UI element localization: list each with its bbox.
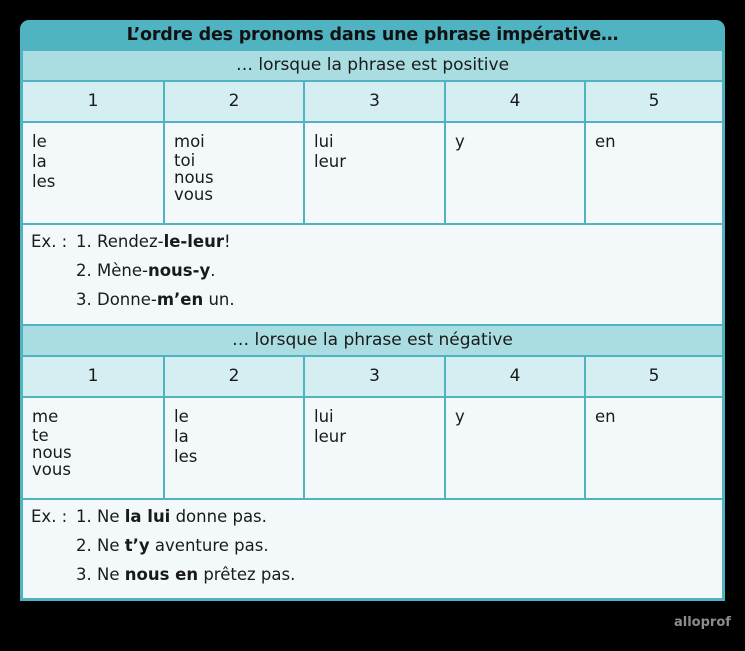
example-text: . bbox=[210, 261, 216, 280]
example-text: Rendez- bbox=[97, 232, 164, 251]
example-pronouns: nous en bbox=[124, 565, 199, 584]
column-number: 3 bbox=[305, 82, 444, 121]
pronoun-row-positive bbox=[23, 123, 722, 223]
examples-label: Ex. : bbox=[31, 507, 68, 526]
pronoun-order-table bbox=[20, 20, 725, 601]
pronoun-cell bbox=[446, 398, 584, 498]
pronoun-cell bbox=[446, 123, 584, 223]
pronoun: me bbox=[32, 407, 59, 426]
column-number: 1 bbox=[23, 82, 163, 121]
example-text: Donne- bbox=[97, 290, 157, 309]
pronoun-cell bbox=[23, 398, 163, 498]
pronoun-cell bbox=[305, 398, 444, 498]
column-number: 5 bbox=[586, 82, 722, 121]
example-text: Ne bbox=[97, 507, 125, 526]
example-number: 1. bbox=[76, 507, 92, 526]
example-pronouns: le-leur bbox=[163, 232, 225, 251]
column-number-row-positive bbox=[23, 82, 722, 121]
pronoun: les bbox=[32, 172, 56, 191]
pronoun: les bbox=[174, 447, 198, 466]
example-text: aventure pas. bbox=[149, 536, 269, 555]
example-text: un. bbox=[203, 290, 235, 309]
pronoun-cell bbox=[305, 123, 444, 223]
example-pronouns: nous-y bbox=[147, 261, 211, 280]
example-text: ! bbox=[224, 232, 231, 251]
example-line bbox=[31, 288, 235, 312]
example-text: donne pas. bbox=[170, 507, 267, 526]
example-number: 2. bbox=[76, 536, 92, 555]
pronoun: toi bbox=[174, 151, 196, 170]
column-number: 2 bbox=[165, 82, 303, 121]
column-number: 4 bbox=[446, 82, 584, 121]
pronoun: le bbox=[32, 132, 47, 151]
example-text: Ne bbox=[97, 565, 125, 584]
pronoun: lui bbox=[314, 132, 334, 151]
pronoun-cell bbox=[586, 123, 722, 223]
pronoun: leur bbox=[314, 427, 346, 446]
example-pronouns: t’y bbox=[124, 536, 150, 555]
column-number: 5 bbox=[586, 357, 722, 396]
column-number: 3 bbox=[305, 357, 444, 396]
column-number: 4 bbox=[446, 357, 584, 396]
examples-label: Ex. : bbox=[31, 232, 68, 251]
example-line bbox=[31, 259, 215, 283]
pronoun: vous bbox=[32, 460, 71, 479]
section-heading-negative: … lorsque la phrase est négative bbox=[23, 326, 722, 355]
pronoun: y bbox=[455, 407, 465, 426]
examples-negative bbox=[23, 500, 722, 598]
pronoun-cell bbox=[165, 123, 303, 223]
example-number: 3. bbox=[76, 290, 92, 309]
example-line bbox=[31, 505, 267, 529]
pronoun-cell bbox=[586, 398, 722, 498]
column-number: 1 bbox=[23, 357, 163, 396]
pronoun: en bbox=[595, 132, 616, 151]
pronoun: en bbox=[595, 407, 616, 426]
pronoun: la bbox=[32, 152, 47, 171]
pronoun: nous bbox=[174, 168, 214, 187]
pronoun: nous bbox=[32, 443, 72, 462]
pronoun: lui bbox=[314, 407, 334, 426]
table-title: L’ordre des pronoms dans une phrase impérative… bbox=[126, 25, 619, 45]
example-text: prêtez pas. bbox=[198, 565, 296, 584]
example-pronouns: la lui bbox=[124, 507, 171, 526]
example-line bbox=[31, 534, 269, 558]
example-number: 1. bbox=[76, 232, 92, 251]
example-text: Ne bbox=[97, 536, 125, 555]
example-pronouns: m’en bbox=[156, 290, 204, 309]
example-number: 2. bbox=[76, 261, 92, 280]
example-text: Mène- bbox=[97, 261, 148, 280]
pronoun: le bbox=[174, 407, 189, 426]
pronoun: la bbox=[174, 427, 189, 446]
example-line bbox=[31, 230, 231, 254]
examples-positive bbox=[23, 225, 722, 324]
pronoun: moi bbox=[174, 132, 205, 151]
alloprof-logo: alloprof bbox=[674, 615, 731, 630]
pronoun: y bbox=[455, 132, 465, 151]
pronoun-cell bbox=[23, 123, 163, 223]
pronoun-row-negative bbox=[23, 398, 722, 498]
pronoun: te bbox=[32, 426, 49, 445]
pronoun: leur bbox=[314, 152, 346, 171]
example-number: 3. bbox=[76, 565, 92, 584]
column-number-row-negative bbox=[23, 357, 722, 396]
pronoun-cell bbox=[165, 398, 303, 498]
example-line bbox=[31, 563, 295, 587]
section-heading-positive: … lorsque la phrase est positive bbox=[23, 51, 722, 80]
pronoun: vous bbox=[174, 185, 213, 204]
column-number: 2 bbox=[165, 357, 303, 396]
